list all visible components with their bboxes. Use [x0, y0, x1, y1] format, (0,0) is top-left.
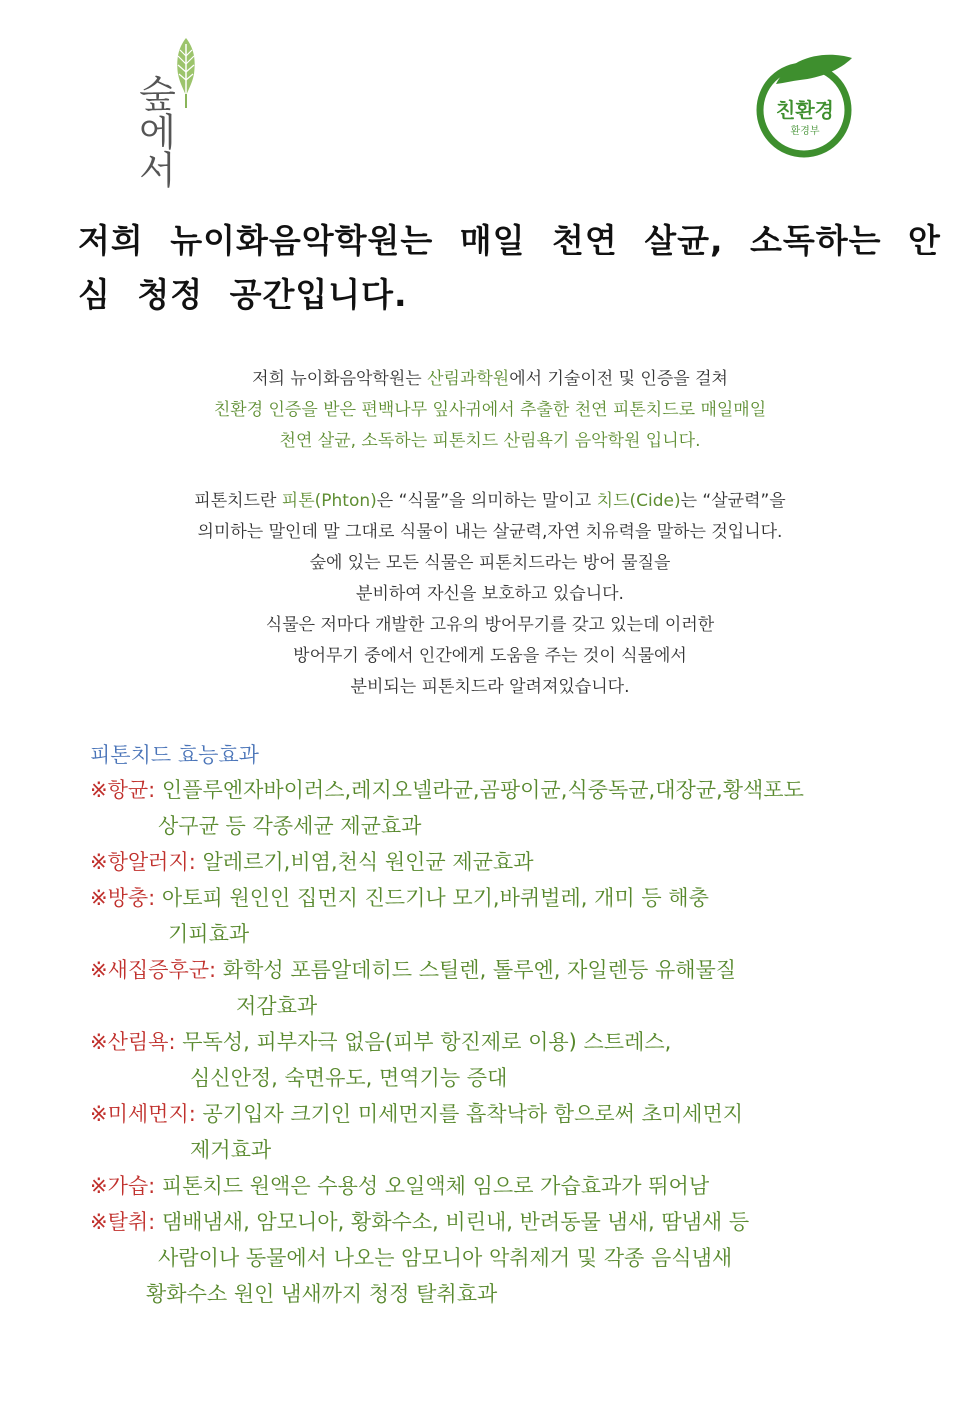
effect-continuation: 기피효과	[168, 922, 250, 946]
effect-text: 댐배냄새, 암모니아, 황화수소, 비린내, 반려동물 냄새, 땀냄새 등	[155, 1210, 750, 1234]
page-headline: 저희 뉴이화음악학원는 매일 천연 살균, 소독하는 안심 청정 공간입니다.	[78, 221, 941, 314]
effect-item	[90, 952, 950, 1024]
intro-line	[80, 610, 900, 641]
eco-mark-subtext: 환경부	[790, 126, 820, 137]
effect-label: ※새집증후군:	[90, 958, 217, 982]
effect-item	[90, 1096, 950, 1168]
effect-item	[90, 1024, 950, 1096]
effect-text: 공기입자 크기인 미세먼지를 흡착낙하 함으로써 초미세먼지	[195, 1102, 744, 1126]
intro-line	[80, 395, 900, 426]
effect-label: ※항균:	[90, 778, 156, 802]
body-text: 분비되는 피톤치드라 알려져있습니다.	[350, 677, 630, 697]
highlighted-text: 천연 살균, 소독하는 피톤치드 산림욕기 음악학원 입니다.	[279, 431, 701, 451]
body-text: 에서 기술이전 및 인증을 걸쳐	[509, 369, 728, 389]
highlighted-text: 치드(Cide)	[596, 491, 681, 511]
effect-text: 알레르기,비염,천식 원인균 제균효과	[195, 850, 534, 874]
effect-label: ※방충:	[90, 886, 156, 910]
effect-item	[90, 772, 950, 844]
intro-line	[80, 364, 900, 395]
effect-continuation: 황화수소 원인 냄새까지 청정 탈취효과	[146, 1282, 498, 1306]
effect-continuation: 저감효과	[236, 994, 318, 1018]
body-text: 방어무기 중에서 인간에게 도움을 주는 것이 식물에서	[293, 646, 687, 666]
intro-line	[80, 486, 900, 517]
effect-label: ※탈취:	[90, 1210, 156, 1234]
intro-paragraph-2	[80, 486, 900, 703]
effect-text: 피톤치드 원액은 수용성 오일액체 임으로 가습효과가 뛰어남	[155, 1174, 710, 1198]
effects-list	[90, 772, 950, 1312]
effect-text: 화학성 포름알데히드 스틸렌, 톨루엔, 자일렌등 유해물질	[216, 958, 737, 982]
highlighted-text: 피톤(Phton)	[281, 491, 377, 511]
intro-line	[80, 517, 900, 548]
intro-line	[80, 579, 900, 610]
effects-title: 피톤치드 효능효과	[90, 743, 259, 767]
body-text: 은 “식물”을 의미하는 말이고	[376, 491, 597, 511]
highlighted-text: 산림과학원	[427, 369, 510, 389]
effect-continuation: 사람이나 동물에서 나오는 암모니아 악취제거 및 각종 음식냄새	[158, 1246, 733, 1270]
effect-label: ※가습:	[90, 1174, 156, 1198]
eco-certification-logo	[756, 50, 856, 158]
body-text: 피톤치드란	[194, 491, 282, 511]
effect-item	[90, 880, 950, 952]
effect-text: 아토피 원인인 집먼지 진드기나 모기,바퀴벌레, 개미 등 해충	[155, 886, 709, 910]
body-text: 분비하여 자신을 보호하고 있습니다.	[356, 584, 624, 604]
effect-item	[90, 1168, 950, 1204]
forest-logo	[128, 34, 208, 190]
effect-label: ※미세먼지:	[90, 1102, 196, 1126]
highlighted-text: 친환경 인증을 받은 편백나무 잎사귀에서 추출한 천연 피톤치드로 매일매일	[213, 400, 767, 420]
effect-continuation: 심신안정, 숙면유도, 면역기능 증대	[190, 1066, 508, 1090]
effect-continuation: 제거효과	[190, 1138, 272, 1162]
intro-line	[80, 672, 900, 703]
intro-line	[80, 426, 900, 457]
effect-item	[90, 844, 950, 880]
eco-mark-text: 친환경	[776, 98, 834, 122]
effect-item	[90, 1204, 950, 1312]
effect-text: 무독성, 피부자극 없음(피부 항진제로 이용) 스트레스,	[175, 1030, 672, 1054]
effect-label: ※항알러지:	[90, 850, 196, 874]
body-text: 식물은 저마다 개발한 고유의 방어무기를 갖고 있는데 이러한	[265, 615, 715, 635]
body-text: 는 “살균력”을	[680, 491, 786, 511]
body-text: 숲에 있는 모든 식물은 피톤치드라는 방어 물질을	[309, 553, 671, 573]
body-text: 저희 뉴이화음악학원는	[252, 369, 428, 389]
intro-line	[80, 548, 900, 579]
effect-label: ※산림욕:	[90, 1030, 176, 1054]
intro-line	[80, 641, 900, 672]
logo-text: 숲에서	[132, 74, 176, 188]
effect-continuation: 상구균 등 각종세균 제균효과	[158, 814, 422, 838]
intro-paragraph-1	[80, 364, 900, 457]
effects-section	[90, 738, 950, 1312]
body-text: 의미하는 말인데 말 그대로 식물이 내는 살균력,자연 치유력을 말하는 것입니다.	[197, 522, 783, 542]
effect-text: 인플루엔자바이러스,레지오넬라균,곰팡이균,식중독균,대장균,황색포도	[155, 778, 804, 802]
